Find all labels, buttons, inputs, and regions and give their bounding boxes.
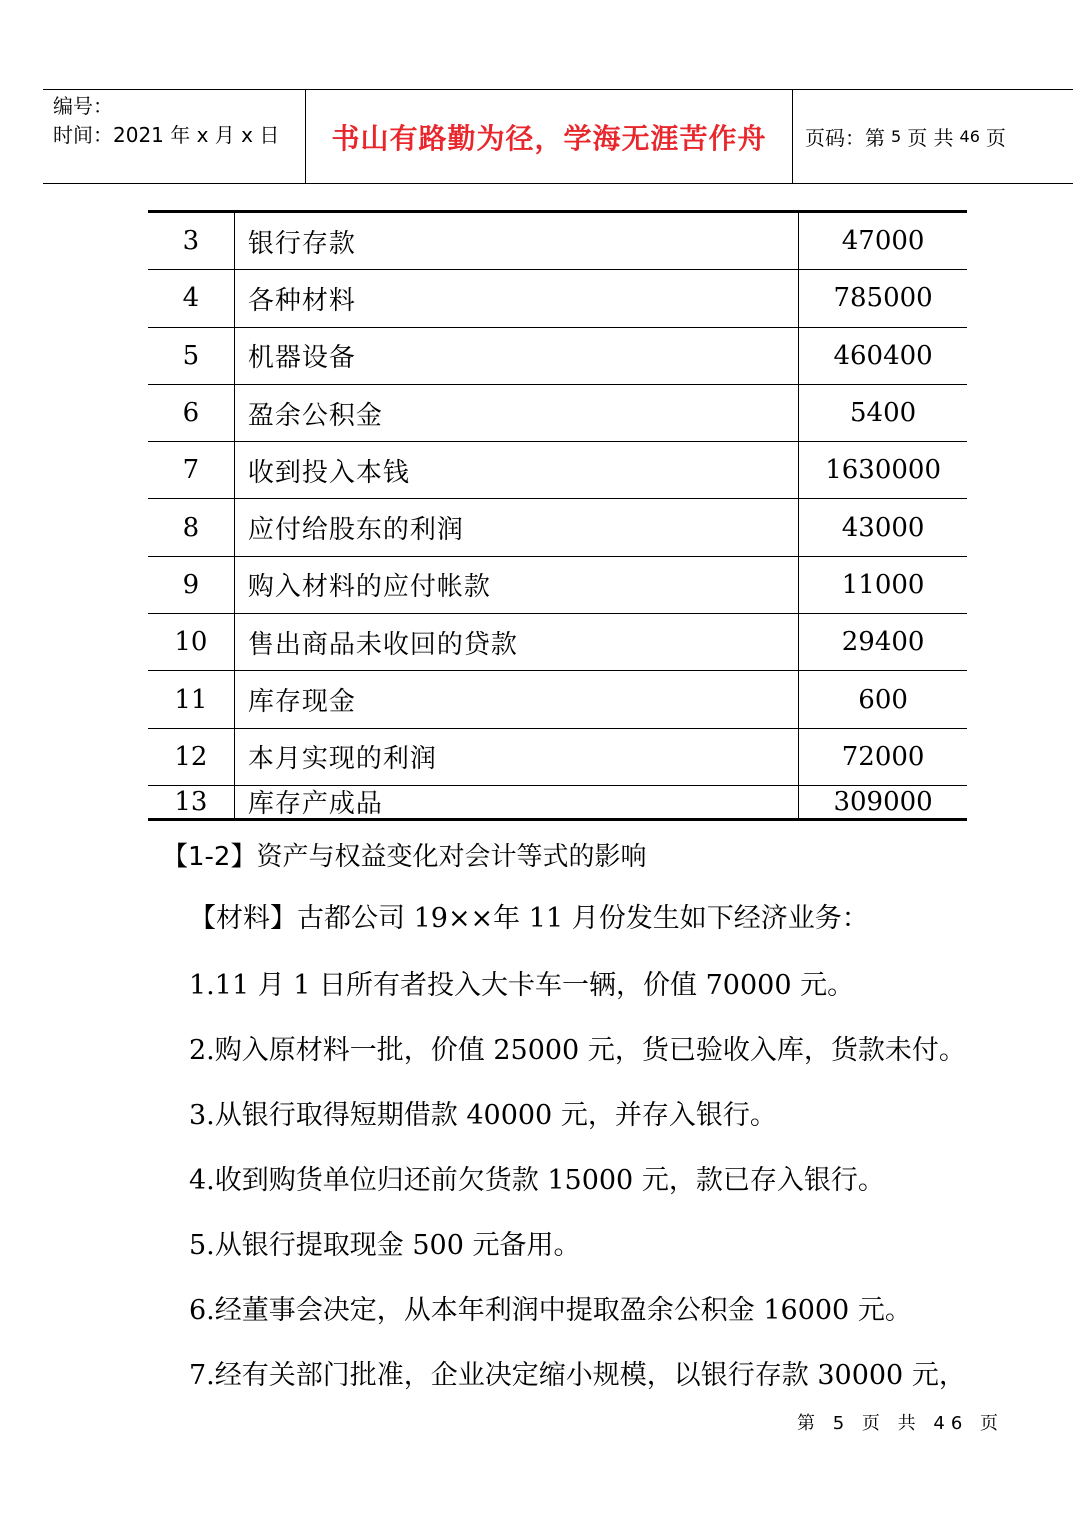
row-number: 5: [148, 328, 235, 384]
list-item: 6.经董事会决定，从本年利润中提取盈余公积金 16000 元。: [189, 1295, 912, 1326]
accounts-table: [148, 210, 967, 821]
footer-prefix: 第: [797, 1413, 821, 1434]
row-number: 9: [148, 557, 235, 613]
row-number: 4: [148, 270, 235, 326]
row-amount: 43000: [841, 512, 925, 543]
table-row: [148, 213, 967, 270]
list-item: 5.从银行提取现金 500 元备用。: [189, 1230, 581, 1261]
table-row: [148, 328, 967, 385]
row-item-name: 机器设备: [235, 328, 799, 384]
row-number: 7: [148, 442, 235, 498]
row-item-name: 银行存款: [235, 213, 799, 269]
page-middle: 页 共: [907, 126, 954, 150]
table-row: [148, 270, 967, 327]
list-item: 3.从银行取得短期借款 40000 元，并存入银行。: [189, 1100, 777, 1131]
list-item: 1.11 月 1 日所有者投入大卡车一辆，价值 70000 元。: [189, 970, 855, 1001]
footer-suffix: 页: [980, 1413, 1005, 1434]
row-number: 13: [148, 786, 235, 818]
footer-total: 46: [933, 1413, 969, 1434]
table-row: [148, 499, 967, 556]
page-header: [43, 89, 1073, 184]
row-number: 6: [148, 385, 235, 441]
row-amount: 47000: [841, 226, 925, 257]
document-time-label: 时间：2021 年 x 月 x 日: [53, 123, 280, 147]
page-current: 5: [891, 127, 902, 146]
row-number: 12: [148, 729, 235, 785]
row-number: 11: [148, 671, 235, 727]
list-item: 2.购入原材料一批，价值 25000 元，货已验收入库，货款未付。: [189, 1035, 966, 1066]
row-amount: 785000: [833, 283, 933, 314]
material-label: 【材料】: [189, 903, 297, 934]
footer-middle: 页 共: [861, 1413, 922, 1434]
footer-current: 5: [832, 1413, 851, 1434]
table-row: [148, 671, 967, 728]
row-item-name: 应付给股东的利润: [235, 499, 799, 555]
row-number: 10: [148, 614, 235, 670]
row-item-name: 各种材料: [235, 270, 799, 326]
row-item-name: 售出商品未收回的贷款: [235, 614, 799, 670]
table-row: [148, 614, 967, 671]
page-prefix: 页码：第: [805, 126, 885, 150]
row-item-name: 库存产成品: [235, 786, 799, 818]
row-number: 8: [148, 499, 235, 555]
row-amount: 5400: [850, 398, 917, 429]
table-row: [148, 729, 967, 786]
row-amount: 600: [858, 684, 908, 715]
row-amount: 1630000: [825, 455, 941, 486]
header-meta: [53, 92, 305, 150]
row-item-name: 购入材料的应付帐款: [235, 557, 799, 613]
page-total: 46: [959, 127, 980, 146]
table-row: [148, 442, 967, 499]
row-amount: 11000: [841, 569, 925, 600]
page-footer: [797, 1409, 1004, 1435]
table-row: [148, 385, 967, 442]
table-row: [148, 786, 967, 818]
header-motto: 书山有路勤为径，学海无涯苦作舟: [331, 121, 767, 155]
row-item-name: 本月实现的利润: [235, 729, 799, 785]
row-amount: 460400: [833, 340, 933, 371]
material-paragraph: [189, 896, 869, 935]
row-number: 3: [148, 213, 235, 269]
row-item-name: 收到投入本钱: [235, 442, 799, 498]
row-item-name: 盈余公积金: [235, 385, 799, 441]
header-divider: [792, 90, 793, 183]
row-item-name: 库存现金: [235, 671, 799, 727]
list-item: 7.经有关部门批准，企业决定缩小规模，以银行存款 30000 元，: [189, 1360, 966, 1391]
row-amount: 29400: [841, 627, 925, 658]
table-row: [148, 557, 967, 614]
header-page-indicator: [805, 90, 1006, 183]
row-amount: 309000: [833, 786, 933, 817]
list-item: 4.收到购货单位归还前欠货款 15000 元，款已存入银行。: [189, 1165, 885, 1196]
page-suffix: 页: [985, 126, 1006, 150]
document-number-label: 编号：: [53, 94, 113, 118]
row-amount: 72000: [841, 741, 925, 772]
section-title: 【1-2】资产与权益变化对会计等式的影响: [162, 842, 647, 872]
material-text: 古都公司 19××年 11 月份发生如下经济业务：: [297, 903, 869, 934]
